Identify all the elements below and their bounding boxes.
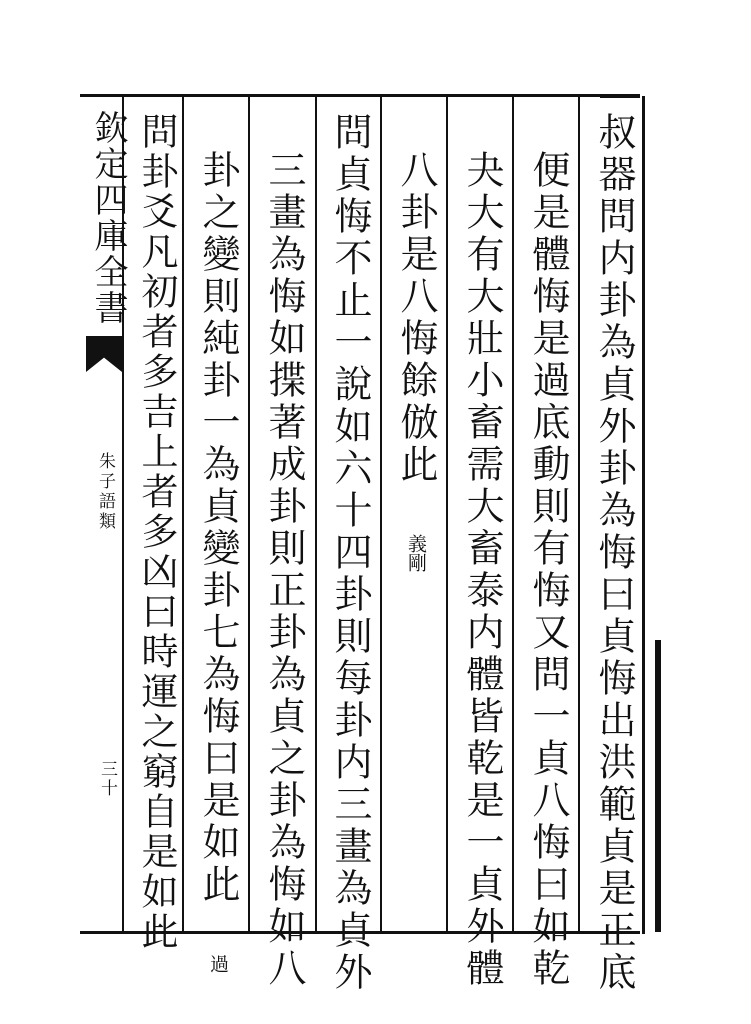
column-text: 夬大有大壯小畜需大畜泰内體皆乾是一貞外體	[460, 150, 504, 990]
inline-annotation: 過	[207, 954, 229, 973]
column-text: 卦之變則純卦一為貞變卦七為悔曰是如此	[196, 150, 240, 906]
text-column-5	[326, 112, 374, 994]
column-divider	[380, 96, 382, 932]
top-border-tick	[600, 96, 640, 106]
text-column-2	[524, 150, 572, 990]
column-divider	[512, 96, 514, 932]
text-column-8	[132, 112, 180, 952]
fish-tail-mark	[86, 336, 122, 372]
column-text: 叔器問内卦為貞外卦為悔曰貞悔出洪範貞是正底	[592, 112, 636, 994]
column-text: 八卦是八悔餘倣此	[394, 150, 438, 486]
text-column-6	[260, 150, 308, 990]
margin-page-number: 三十	[97, 760, 117, 798]
column-divider	[182, 96, 184, 932]
column-divider	[578, 96, 580, 932]
column-text: 問貞悔不止一說如六十四卦則每卦内三畫為貞外	[328, 112, 372, 994]
margin-title: 欽定四庫全書	[88, 110, 128, 326]
column-text: 問卦爻凡初者多吉上者多凶曰時運之窮自是如此	[135, 112, 178, 952]
text-column-3	[458, 150, 506, 990]
column-divider	[446, 96, 448, 932]
inline-annotation: 義剛	[405, 534, 427, 572]
column-divider	[315, 96, 317, 932]
column-text: 三畫為悔如揲著成卦則正卦為貞之卦為悔如八	[262, 150, 306, 990]
text-column-1	[590, 112, 638, 994]
column-text: 便是體悔是過底動則有悔又問一貞八悔曰如乾	[526, 150, 570, 990]
text-column-4	[392, 150, 440, 572]
text-column-7	[194, 150, 242, 973]
top-border	[80, 94, 640, 97]
right-margin-bar	[655, 640, 661, 932]
margin-book-title: 朱子語類	[95, 452, 115, 532]
right-border	[642, 96, 645, 934]
column-divider	[248, 96, 250, 932]
